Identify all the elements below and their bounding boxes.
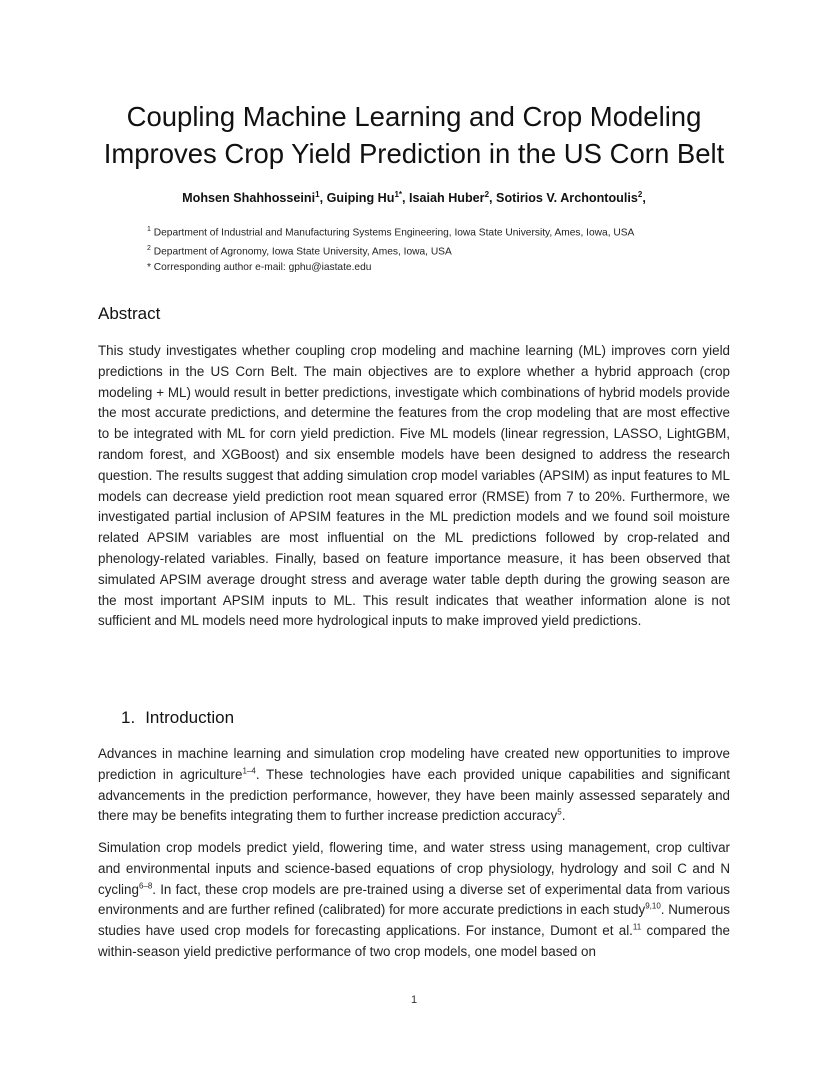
affiliations xyxy=(147,222,634,275)
text-run: compared the within-season yield predictive performance of two crop models, one model based on xyxy=(98,923,731,959)
text-run: . Numerous studies have used crop models for forecasting applications. For instance, Dumont et al. xyxy=(98,902,731,939)
author-affil-mark: 2 xyxy=(484,190,490,199)
author-name: Sotirios V. Archontoulis xyxy=(496,191,638,206)
author-affil-mark: 1 xyxy=(315,190,320,199)
affiliation-mark: 1 xyxy=(147,226,151,233)
affiliation-text: Department of Agronomy, Iowa State University, Ames, Iowa, USA xyxy=(153,246,452,258)
author-affil-mark: 2 xyxy=(637,190,643,199)
title-line-2: Improves Crop Yield Prediction in the US Corn Belt xyxy=(103,138,725,169)
intro-paragraph-2 xyxy=(98,838,730,963)
affiliation-mark: 2 xyxy=(147,244,151,252)
affiliation-1 xyxy=(147,222,634,241)
citation: 6–8 xyxy=(138,881,153,891)
section-title: Introduction xyxy=(145,708,235,727)
author-name: Mohsen Shahhosseini xyxy=(182,191,316,206)
author-affil-mark: 1* xyxy=(394,190,402,199)
affiliation-2 xyxy=(147,241,634,260)
author-list: Mohsen Shahhosseini$^1$, Guiping $Hu^{1*}$, Isaiah Huber$^2$, Sotirios V. Archontoulis$^2$, xyxy=(182,190,646,206)
text-run: Simulation crop models predict yield, flowering time, and water stress using management, crop cultivar and environmental inputs and science-based equations of crop physiology, hydrology and soil C and N cycling xyxy=(98,840,730,897)
text-run: . In fact, these crop models are pre-trained using a diverse set of experimental data from various environments and are further refined (calibrated) for more accurate predictions in each study xyxy=(98,881,730,918)
title-line-1: Coupling Machine Learning and Crop Modeling xyxy=(126,101,702,132)
intro-paragraph-1 xyxy=(98,744,730,827)
citation: 11 xyxy=(632,922,642,932)
affiliation-text: Department of Industrial and Manufacturing Systems Engineering, Iowa State University, Ames, Iowa, USA xyxy=(153,227,635,239)
intro-heading xyxy=(121,708,234,728)
author-name: Isaiah Huber xyxy=(409,191,485,206)
citation: 5 xyxy=(557,807,562,817)
citation: 9,10 xyxy=(645,901,661,911)
citation: 1–4 xyxy=(242,766,256,776)
abstract-text: This study investigates whether coupling crop modeling and machine learning (ML) improves corn yield predictions in the US Corn Belt. The main objectives are to explore whether a hybrid approach (crop modeling + ML) would result in better predictions, investigate which combinations of hybrid models provide the most accurate predictions, and determine the features from the crop modeling that are most effective to be integrated with ML for corn yield prediction. Five ML models (linear regression, LASSO, LightGBM, random forest, and XGBoost) and six ensemble models have been designed to address the research question. The results suggest that adding simulation crop model variables (APSIM) as input features to ML models can decrease yield prediction root mean squared error (RMSE) from 7 to 20%. Furthermore, we investigated partial inclusion of APSIM features in the ML prediction models and we found soil moisture related APSIM variables are most influential on the ML predictions followed by crop-related and phenology-related variables. Finally, based on feature importance measure, it has been observed that simulated APSIM average drought stress and average water table depth during the growing season are the most important APSIM inputs to ML. This result indicates that weather information alone is not sufficient and ML models need more hydrological inputs to make improved yield predictions. xyxy=(98,343,730,629)
text-run: . xyxy=(561,808,566,824)
corresponding-author: * Corresponding author e-mail: gphu@iastate.edu xyxy=(147,261,372,273)
paper-title xyxy=(60,98,768,172)
section-number: 1. xyxy=(121,708,136,727)
author-name: Guiping Hu xyxy=(326,191,395,206)
text-run: . These technologies have each provided unique capabilities and significant advancements in the prediction performance, however, they have been mainly assessed separately and there may be benefits integrating them to further increase prediction accuracy xyxy=(98,766,730,824)
text-run: Advances in machine learning and simulation crop modeling have created new opportunities to improve prediction in agriculture xyxy=(98,746,730,782)
abstract-heading: Abstract xyxy=(98,304,161,323)
page-number: 1 xyxy=(410,994,418,1006)
